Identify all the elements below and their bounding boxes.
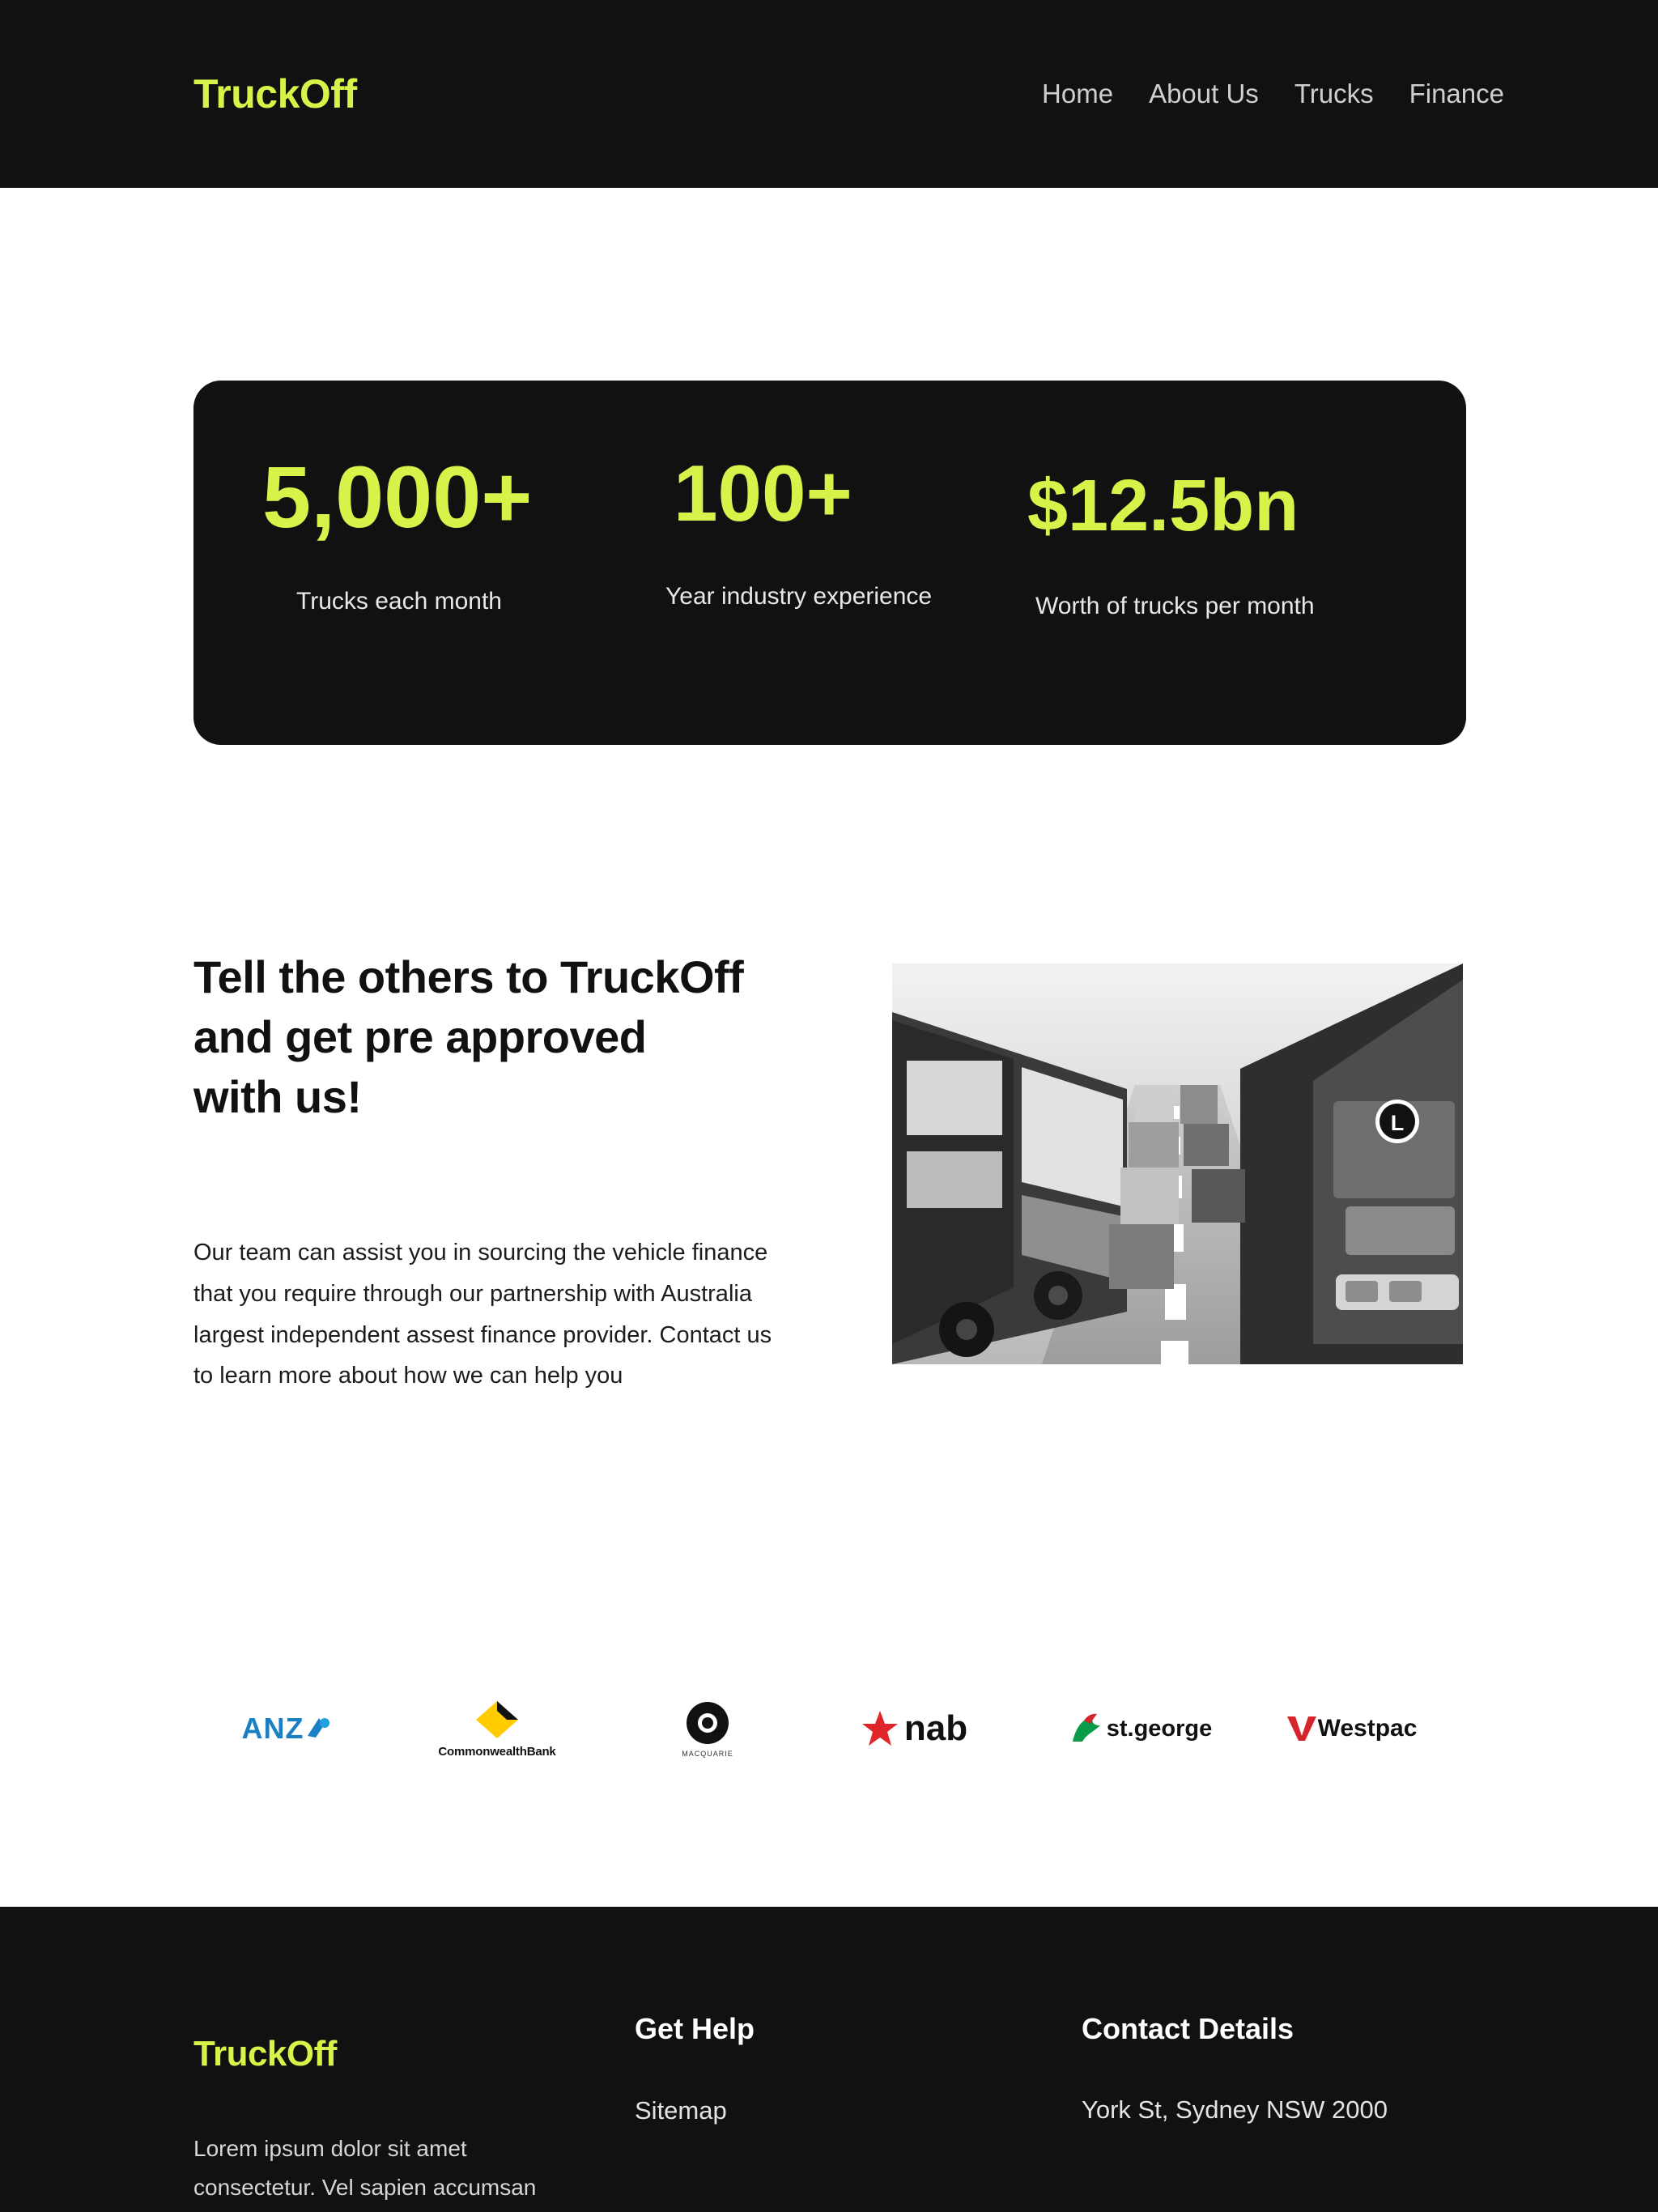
anz-wordmark: ANZ: [241, 1712, 304, 1745]
commonwealth-diamond-icon: [474, 1699, 520, 1740]
stat-value: $12.5bn: [1027, 466, 1299, 547]
stat-label: Worth of trucks per month: [1035, 593, 1315, 619]
westpac-w-icon: [1286, 1715, 1318, 1742]
brand-logo[interactable]: TruckOff: [193, 71, 357, 117]
partner-bank-logos: [193, 1684, 1466, 1773]
stat-value: 5,000+: [262, 448, 533, 546]
stat-label: Trucks each month: [296, 588, 502, 615]
nab-star-icon: [861, 1709, 899, 1748]
about-heading: Tell the others to TruckOff and get pre approved with us!: [193, 951, 744, 1122]
footer-link-sitemap[interactable]: Sitemap: [635, 2096, 727, 2125]
footer-contact-title: Contact Details: [1082, 2012, 1295, 2045]
macquarie-icon: [685, 1700, 730, 1746]
bank-logo-nab: [833, 1684, 995, 1773]
trucks-photo: [892, 963, 1463, 1364]
bank-logo-st-george: [1052, 1684, 1230, 1773]
footer-brand-logo[interactable]: TruckOff: [193, 2034, 337, 2074]
st-george-dragon-icon: [1069, 1711, 1103, 1746]
macquarie-wordmark: MACQUARIE: [682, 1749, 733, 1758]
footer-column-contact: [1082, 2012, 1388, 2125]
footer-blurb: Lorem ipsum dolor sit amet consectetur. Vel sapien accumsan: [193, 2136, 537, 2201]
stat-worth-per-month: [1027, 466, 1315, 620]
svg-text:L: L: [1390, 1111, 1405, 1135]
stats-card: [193, 381, 1466, 745]
bank-logo-macquarie: [631, 1684, 784, 1773]
footer-contact-address: York St, Sydney NSW 2000: [1082, 2095, 1388, 2124]
stat-trucks-each-month: [262, 448, 533, 615]
nav-item-home[interactable]: Home: [1042, 79, 1114, 108]
bank-logo-westpac: [1270, 1684, 1432, 1773]
main-navigation: [1042, 79, 1504, 109]
nab-wordmark: nab: [903, 1708, 968, 1748]
bank-logo-commonwealth: [420, 1684, 574, 1773]
anz-icon: [304, 1715, 332, 1742]
stat-value: 100+: [674, 449, 852, 538]
footer-column-get-help: [635, 2012, 755, 2125]
nav-item-finance[interactable]: Finance: [1409, 79, 1504, 108]
nav-item-about-us[interactable]: About Us: [1149, 79, 1259, 108]
westpac-wordmark: Westpac: [1317, 1715, 1418, 1742]
stat-label: Year industry experience: [665, 583, 933, 610]
nav-item-trucks[interactable]: Trucks: [1294, 79, 1374, 108]
commonwealth-wordmark: CommonwealthBank: [438, 1744, 556, 1759]
stat-industry-experience: [665, 449, 933, 610]
site-header: [0, 0, 1658, 188]
footer-help-title: Get Help: [635, 2012, 755, 2045]
about-body-text: Our team can assist you in sourcing the vehicle finance that you require through our partnership with Australia largest independent assest finance provider. Contact us to learn more about how we can help you: [193, 1240, 772, 1389]
st-george-wordmark: st.george: [1106, 1715, 1213, 1742]
bank-logo-anz: [210, 1684, 363, 1773]
